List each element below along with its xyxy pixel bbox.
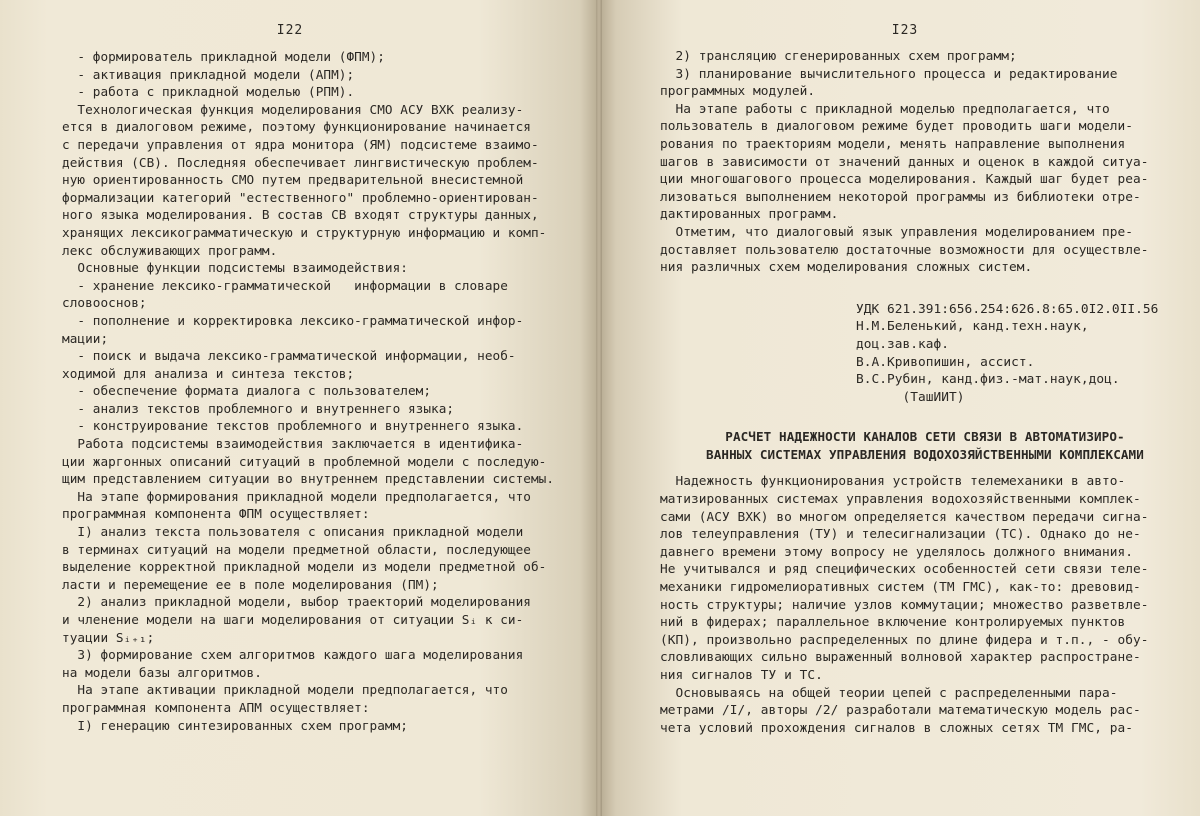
text-line: хранящих лексикограмматическую и структурную информацию и комп- bbox=[62, 224, 547, 240]
text-line: на модели базы алгоритмов. bbox=[62, 664, 262, 680]
text-line: программная компонента ФПМ осуществляет: bbox=[62, 506, 370, 522]
text-line: 3) планирование вычислительного процесса и редактирование bbox=[660, 66, 1118, 82]
text-line: ния различных схем моделирования сложных систем. bbox=[660, 260, 1033, 276]
right-page-body-bottom bbox=[660, 473, 1190, 737]
text-line: и членение модели на шаги моделирования от ситуации Sᵢ к си- bbox=[62, 612, 524, 627]
text-line: формализации категорий "естественного" проблемно-ориентирован- bbox=[62, 189, 539, 205]
text-line: Основываясь на общей теории цепей с распределенными пара- bbox=[660, 685, 1118, 701]
text-line: шагов в зависимости от значений данных и оценок в каждой ситуа- bbox=[660, 154, 1149, 170]
text-line: Основные функции подсистемы взаимодействия: bbox=[62, 260, 408, 276]
text-line: метрами /I/, авторы /2/ разработали математическую модель рас- bbox=[660, 703, 1141, 719]
text-line: Надежность функционирования устройств телемеханики в авто- bbox=[660, 474, 1126, 490]
article-byline bbox=[660, 301, 1190, 407]
right-page bbox=[598, 0, 1200, 816]
text-line: (КП), произвольно распределенных по длине фидера и т.п., - обу- bbox=[660, 632, 1149, 648]
text-line: - поиск и выдача лексико-грамматической информации, необ- bbox=[62, 348, 516, 364]
text-line: давнего времени этому вопросу не уделялось должного внимания. bbox=[660, 544, 1134, 560]
text-line: ния сигналов ТУ и ТС. bbox=[660, 668, 823, 683]
text-line: словливающих сильно выраженный волновой характер распростране- bbox=[660, 650, 1141, 666]
text-line: механики гидромелиоративных систем (ТМ ГМС), как-то: древовид- bbox=[660, 580, 1141, 596]
text-line: - конструирование текстов проблемного и внутреннего языка. bbox=[62, 418, 524, 434]
text-line: ного языка моделирования. В состав СВ входят структуры данных, bbox=[62, 207, 539, 223]
article-title bbox=[660, 428, 1190, 463]
text-line: ции жаргонных описаний ситуаций в проблемной модели с последую- bbox=[62, 453, 547, 469]
right-page-number: I23 bbox=[891, 23, 919, 38]
text-line: - работа с прикладной моделью (РПМ). bbox=[62, 84, 355, 100]
book-gutter bbox=[596, 0, 602, 816]
text-line: доставляет пользователю достаточные возможности для осуществле- bbox=[660, 242, 1149, 258]
title-line: РАСЧЕТ НАДЕЖНОСТИ КАНАЛОВ СЕТИ СВЯЗИ В АВТОМАТИЗИРО- bbox=[725, 429, 1125, 445]
text-line: лекс обслуживающих программ. bbox=[62, 242, 278, 258]
text-line: I) анализ текста пользователя с описания прикладной модели bbox=[62, 524, 524, 540]
text-line: ность структуры; наличие узлов коммутации; множество разветвле- bbox=[660, 597, 1149, 613]
text-line: ласти и перемещение ее в поле моделирования (ПМ); bbox=[62, 576, 439, 592]
text-line: 2) анализ прикладной модели, выбор траекторий моделирования bbox=[62, 594, 531, 610]
author-line: Н.М.Беленький, канд.техн.наук, bbox=[856, 319, 1089, 335]
institution-line: (ТашИИТ) bbox=[856, 389, 965, 405]
text-line: На этапе формирования прикладной модели предполагается, что bbox=[62, 488, 531, 504]
text-line: - пополнение и корректировка лексико-грамматической инфор- bbox=[62, 312, 524, 328]
text-line: программная компонента АПМ осуществляет: bbox=[62, 699, 370, 715]
text-line: сами (АСУ ВХК) во многом определяется качеством передачи сигна- bbox=[660, 509, 1149, 525]
udk-code: УДК 621.391:656.254:626.8:65.0I2.0II.56 bbox=[856, 301, 1159, 317]
left-page-body bbox=[62, 48, 578, 734]
left-page-number: I22 bbox=[276, 23, 304, 38]
text-line: пользователь в диалоговом режиме будет проводить шаги модели- bbox=[660, 119, 1134, 135]
author-line: В.С.Рубин, канд.физ.-мат.наук,доц. bbox=[856, 372, 1120, 388]
author-line: доц.зав.каф. bbox=[856, 336, 950, 352]
text-line: - активация прикладной модели (АПМ); bbox=[62, 66, 355, 82]
text-line: 3) формирование схем алгоритмов каждого шага моделирования bbox=[62, 647, 524, 663]
text-line: словооснов; bbox=[62, 295, 147, 311]
text-line: программных модулей. bbox=[660, 84, 816, 100]
text-line: дактированных программ. bbox=[660, 207, 839, 223]
text-line: ную ориентированность СМО путем предварительной внесистемной bbox=[62, 172, 524, 188]
text-line: - хранение лексико-грамматической информации в словаре bbox=[62, 277, 508, 293]
text-line: действия (СВ). Последняя обеспечивает лингвистическую проблем- bbox=[62, 154, 539, 170]
text-line: матизированных системах управления водохозяйственными комплек- bbox=[660, 492, 1141, 508]
text-line: ции многошагового процесса моделирования. Каждый шаг будет реа- bbox=[660, 172, 1149, 188]
text-line: лизоваться выполнением некоторой программы из библиотеки отре- bbox=[660, 189, 1141, 205]
text-line: щим представлением ситуации во внутреннем представлении системы. bbox=[62, 471, 555, 487]
author-line: В.А.Кривопишин, ассист. bbox=[856, 354, 1035, 370]
title-line: ВАННЫХ СИСТЕМАХ УПРАВЛЕНИЯ ВОДОХОЗЯЙСТВЕННЫМИ КОМПЛЕКСАМИ bbox=[706, 446, 1144, 462]
text-line: мации; bbox=[62, 330, 109, 346]
text-line: лов телеуправления (ТУ) и телесигнализации (ТС). Однако до не- bbox=[660, 527, 1141, 543]
text-line: 2) трансляцию сгенерированных схем программ; bbox=[660, 49, 1017, 64]
text-line: - анализ текстов проблемного и внутреннего языка; bbox=[62, 400, 455, 416]
text-line: рования по траекториям модели, менять направление выполнения bbox=[660, 136, 1126, 152]
right-page-body-top bbox=[660, 48, 1190, 277]
text-line: Не учитывался и ряд специфических особенностей сети связи теле- bbox=[660, 562, 1149, 578]
text-line: туации Sᵢ₊₁; bbox=[62, 629, 155, 645]
text-line: - обеспечение формата диалога с пользователем; bbox=[62, 383, 432, 399]
text-line: в терминах ситуаций на модели предметной области, последующее bbox=[62, 541, 531, 557]
text-line: Отметим, что диалоговый язык управления моделированием пре- bbox=[660, 224, 1134, 240]
text-line: ходимой для анализа и синтеза текстов; bbox=[62, 365, 355, 381]
text-line: I) генерацию синтезированных схем программ; bbox=[62, 717, 408, 733]
text-line: с передачи управления от ядра монитора (ЯМ) подсистеме взаимо- bbox=[62, 136, 539, 152]
text-line: Работа подсистемы взаимодействия заключается в идентифика- bbox=[62, 436, 524, 452]
text-line: Технологическая функция моделирования СМО АСУ ВХК реализу- bbox=[62, 101, 524, 117]
text-line: - формирователь прикладной модели (ФПМ); bbox=[62, 49, 385, 64]
text-line: ется в диалоговом режиме, поэтому функционирование начинается bbox=[62, 119, 531, 135]
text-line: выделение корректной прикладной модели из модели предметной об- bbox=[62, 559, 547, 575]
text-line: На этапе активации прикладной модели предполагается, что bbox=[62, 682, 508, 698]
text-line: На этапе работы с прикладной моделью предполагается, что bbox=[660, 101, 1110, 117]
text-line: чета условий прохождения сигналов в сложных сетях ТМ ГМС, ра- bbox=[660, 720, 1134, 736]
text-line: ний в фидерах; параллельное включение контролируемых пунктов bbox=[660, 615, 1126, 631]
left-page bbox=[0, 0, 598, 816]
